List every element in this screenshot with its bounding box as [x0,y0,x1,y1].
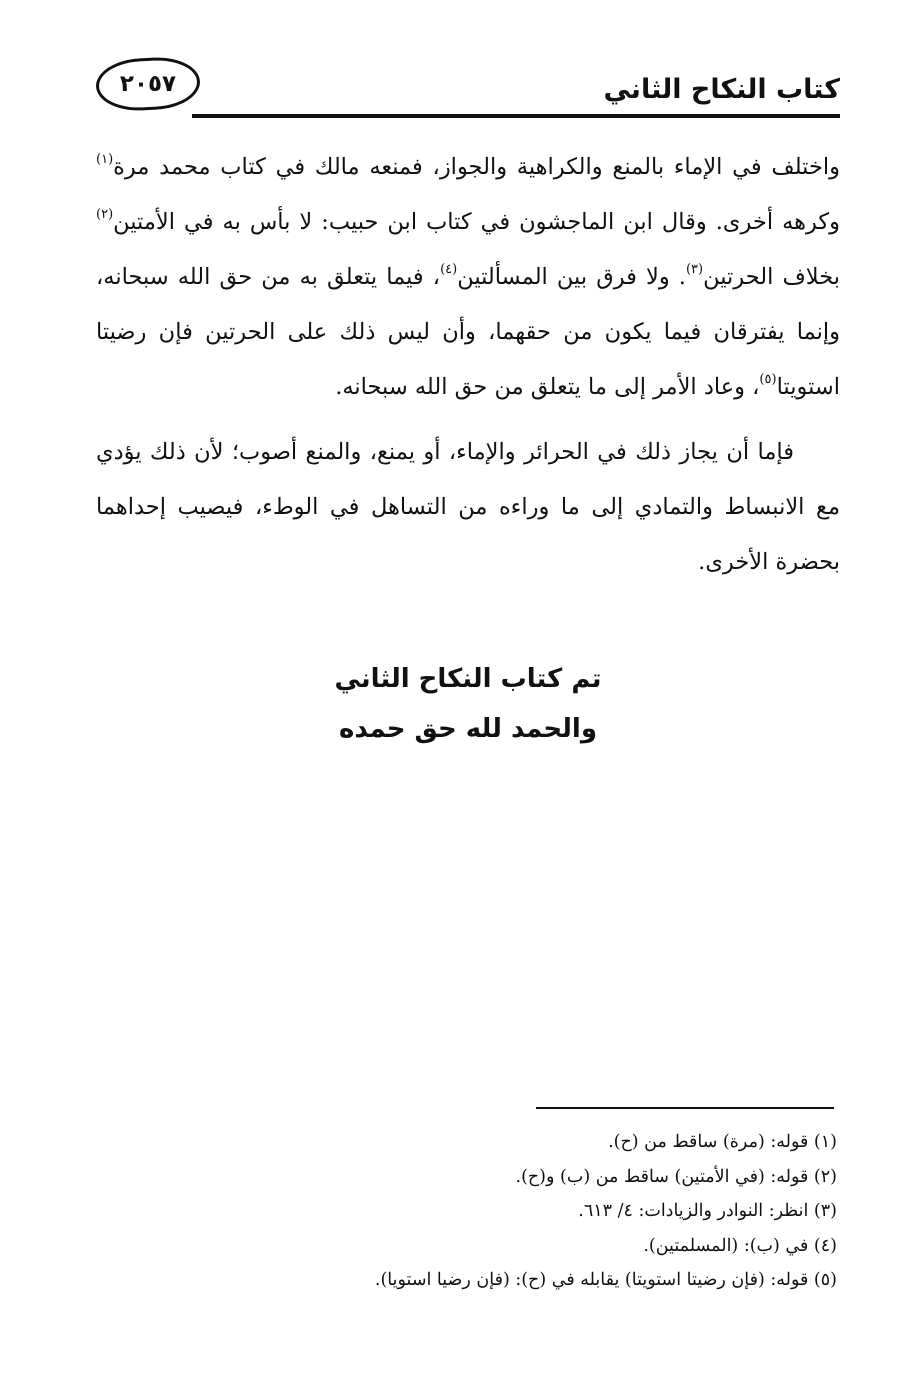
page-header [96,58,840,124]
footnote-ref[interactable]: (٣) [685,262,704,277]
page-number-badge [95,55,202,112]
footnote-ref[interactable]: (٤) [440,262,458,277]
footnote-separator [536,1107,834,1109]
text-run: بخلاف الحرتين [703,264,840,290]
page-number: ٢٠٥٧ [119,71,177,97]
footnotes [93,1125,837,1298]
text-run: واختلف في الإماء بالمنع والكراهية والجواز، فمنعه مالك في كتاب محمد مرة [113,154,840,180]
closing-formula [96,654,840,754]
footnote-3: (٣) انظر: النوادر والزيادات: ٤/ ٦١٣. [578,1201,837,1221]
paragraph [96,425,840,590]
text-run: . ولا فرق بين المسألتين [457,264,686,290]
text-run: فإما أن يجاز ذلك في الحرائر والإماء، أو يمنع، والمنع أصوب؛ لأن ذلك يؤدي مع الانبساط والتمادي إلى ما وراءه من التساهل في الوطء، فيصيب إحداهما بحضرة الأخرى. [96,439,840,575]
main-text [96,140,840,590]
footnote-5: (٥) قوله: (فإن رضيتا استويتا) يقابله في (ح): (فإن رضيا استويا). [374,1270,837,1290]
footnote-2: (٢) قوله: (في الأمتين) ساقط من (ب) و(ح). [515,1166,837,1187]
footnote-ref[interactable]: (١) [96,152,114,167]
text-run: وكرهه أخرى. وقال ابن الماجشون في كتاب ابن حبيب: لا بأس به في الأمتين [113,209,840,235]
running-title: كتاب النكاح الثاني [603,74,840,105]
text-run: ، وعاد الأمر إلى ما يتعلق من حق الله سبحانه. [335,374,760,400]
footnote-1: (١) قوله: (مرة) ساقط من (ح). [608,1132,837,1152]
footnote-4: (٤) في (ب): (المسلمتين). [643,1235,837,1256]
closing-line-book-end: تم كتاب النكاح الثاني [334,664,602,694]
text-run: ، فيما يتعلق به من حق الله سبحانه، وإنما يفترقان فيما يكون من حقهما، وأن ليس ذلك على الحرتين فإن رضيتا استويتا [96,264,840,400]
paragraph [96,140,840,415]
closing-line-praise: والحمد لله حق حمده [338,714,598,744]
header-rule [192,114,840,118]
footnote-ref[interactable]: (٥) [759,372,777,387]
footnote-ref[interactable]: (٢) [96,207,114,222]
